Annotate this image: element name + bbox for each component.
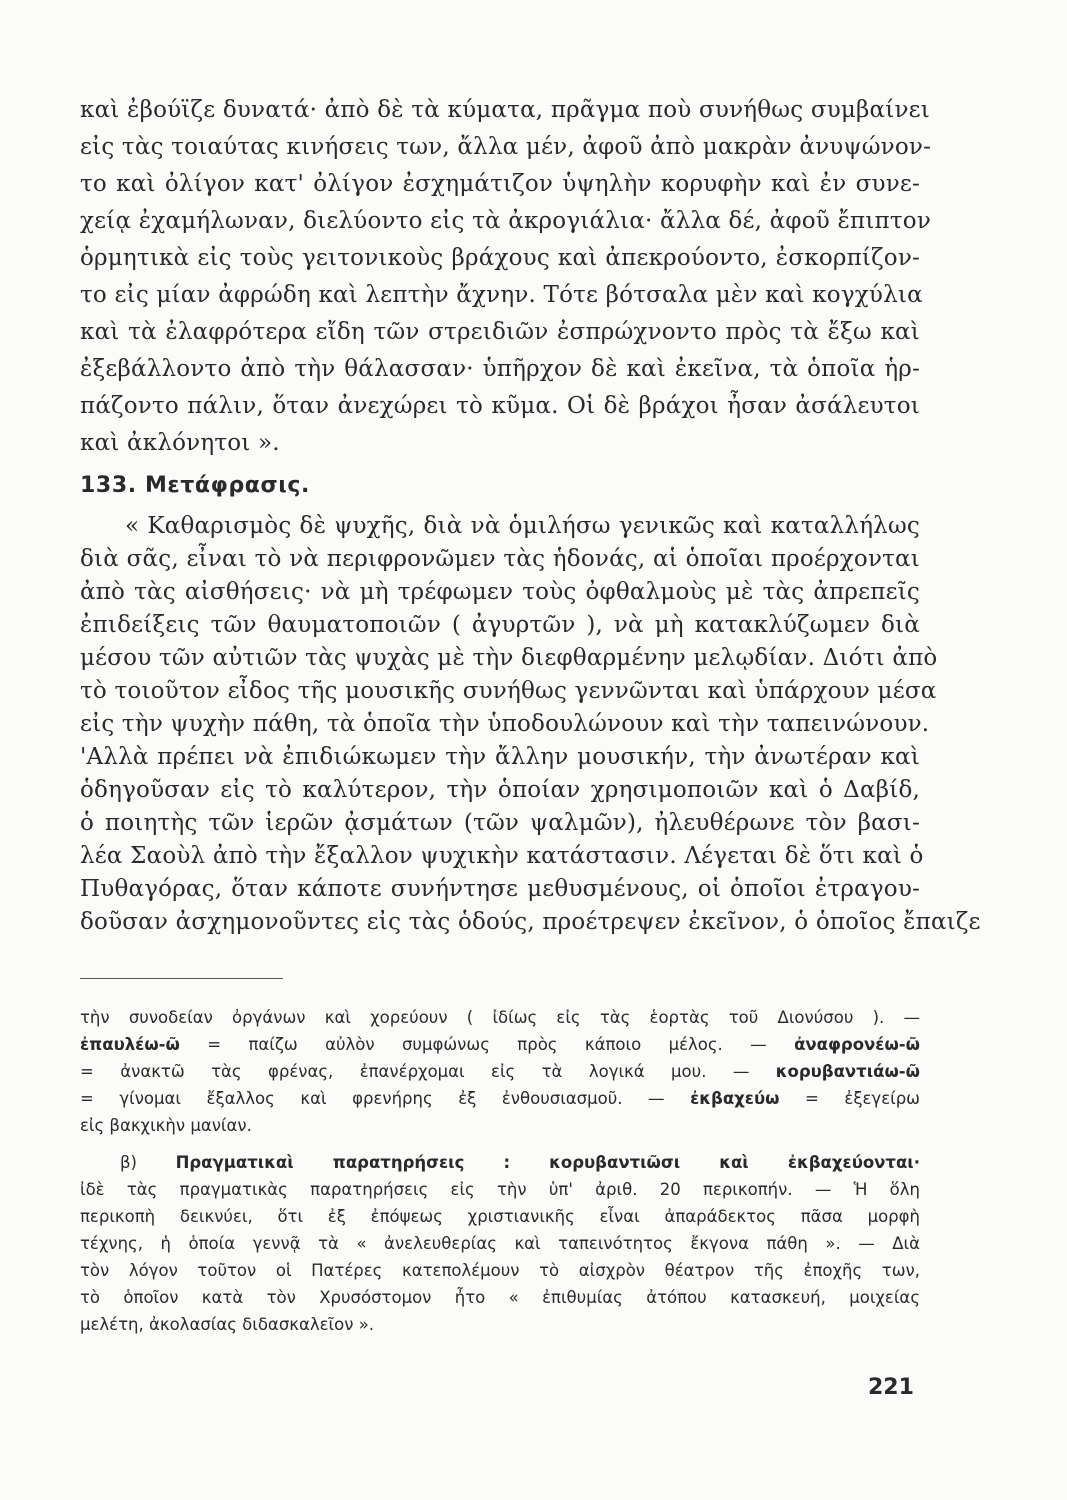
footnote-line: ἰδὲ τὰς πραγματικὰς παρατηρήσεις εἰς τὴν ὑπ' ἀριθ. 20 περικοπήν. — Ἡ ὅλη: [80, 1180, 920, 1199]
glossary-term: κορυβαντιάω-ῶ: [775, 1062, 920, 1081]
glossary-definition: = γίνομαι ἔξαλλος καὶ φρενήρης ἐξ ἐνθουσιασμοῦ. —: [80, 1089, 691, 1108]
text-line: ἐξεβάλλοντο ἀπὸ τὴν θάλασσαν· ὑπῆρχον δὲ καὶ ἐκεῖνα, τὰ ὁποῖα ἡρ-: [80, 356, 920, 382]
glossary-term: ἐκβαχεύω: [690, 1089, 780, 1108]
footnote-label: β): [120, 1153, 176, 1172]
text-line: Πυθαγόρας, ὅταν κάποτε συνήντησε μεθυσμένους, οἱ ὁποῖοι ἐτραγου-: [80, 876, 920, 902]
text-line: ὁ ποιητὴς τῶν ἱερῶν ᾀσμάτων (τῶν ψαλμῶν), ἠλευθέρωνε τὸν βασι-: [80, 810, 920, 836]
text-line: καὶ τὰ ἐλαφρότερα εἴδη τῶν στρειδιῶν ἐσπρώχνοντο πρὸς τὰ ἔξω καὶ: [80, 319, 920, 345]
text-line: ἀπὸ τὰς αἰσθήσεις· νὰ μὴ τρέφωμεν τοὺς ὀφθαλμοὺς μὲ τὰς ἀπρεπεῖς: [80, 579, 920, 605]
text-line: μέσου τῶν αὐτιῶν τὰς ψυχὰς μὲ τὴν διεφθαρμένην μελῳδίαν. Διότι ἀπὸ: [80, 645, 938, 671]
text-line: εἰς τὴν ψυχὴν πάθη, τὰ ὁποῖα τὴν ὑποδουλώνουν καὶ τὴν ταπεινώνουν.: [80, 711, 930, 737]
text-line: χείᾳ ἐχαμήλωναν, διελύοντο εἰς τὰ ἀκρογιάλια· ἄλλα δέ, ἀφοῦ ἔπιπτον: [80, 208, 932, 234]
footnote-divider: [80, 978, 283, 979]
footnote-line: τὴν συνοδείαν ὀργάνων καὶ χορεύουν ( ἰδίως εἰς τὰς ἑορτὰς τοῦ Διονύσου ). —: [80, 1008, 920, 1027]
footnote-line: μελέτη, ἀκολασίας διδασκαλεῖον ».: [80, 1315, 375, 1334]
text-line: καὶ ἀκλόνητοι ».: [80, 430, 280, 456]
footnote-line: τὸ ὁποῖον κατὰ τὸν Χρυσόστομον ἦτο « ἐπιθυμίας ἀτόπου κατασκευή, μοιχείας: [80, 1288, 920, 1307]
text-line: δοῦσαν ἀσχημονοῦντες εἰς τὰς ὁδούς, προέτρεψεν ἐκεῖνον, ὁ ὁποῖος ἔπαιζε: [80, 909, 981, 935]
text-line: διὰ σᾶς, εἶναι τὸ νὰ περιφρονῶμεν τὰς ἡδονάς, αἱ ὁποῖαι προέρχονται: [80, 546, 920, 572]
text-line: ἐπιδείξεις τῶν θαυματοποιῶν ( ἀγυρτῶν ), νὰ μὴ κατακλύζωμεν διὰ: [80, 612, 920, 638]
page-number: 221: [868, 1375, 914, 1400]
text-line: 'Αλλὰ πρέπει νὰ ἐπιδιώκωμεν τὴν ἄλλην μουσικήν, τὴν ἀνωτέραν καὶ: [80, 744, 920, 770]
section-heading: 133. Μετάφρασις.: [80, 473, 311, 498]
footnote-line: [80, 1088, 920, 1110]
footnote-line: τὸν λόγον τοῦτον οἱ Πατέρες κατεπολέμουν τὸ αἰσχρὸν θέατρον τῆς ἐποχῆς των,: [80, 1261, 920, 1280]
text-line: ὁδηγοῦσαν εἰς τὸ καλύτερον, τὴν ὁποίαν χρησιμοποιῶν καὶ ὁ Δαβίδ,: [80, 777, 920, 803]
text-line: το καὶ ὀλίγον κατ' ὀλίγον ἐσχημάτιζον ὑψηλὴν κορυφὴν καὶ ἐν συνε-: [80, 171, 920, 197]
text-line: « Καθαρισμὸς δὲ ψυχῆς, διὰ νὰ ὁμιλήσω γενικῶς καὶ καταλλήλως: [125, 513, 920, 539]
footnote-line: [80, 1034, 920, 1056]
footnote-line: τέχνης, ἡ ὁποία γεννᾷ τὰ « ἀνελευθερίας καὶ ταπεινότητος ἔκγονα πάθη ». — Διὰ: [80, 1234, 920, 1253]
glossary-definition: = ἀνακτῶ τὰς φρένας, ἐπανέρχομαι εἰς τὰ λογικά μου. —: [80, 1062, 776, 1081]
footnote-subheading: Πραγματικαὶ παρατηρήσεις : κορυβαντιῶσι καὶ ἐκβαχεύονται·: [175, 1153, 920, 1172]
glossary-term: ἐπαυλέω-ῶ: [80, 1035, 180, 1054]
text-line: καὶ ἐβούϊζε δυνατά· ἀπὸ δὲ τὰ κύματα, πρᾶγμα ποὺ συνήθως συμβαίνει: [80, 97, 931, 123]
glossary-definition: = ἐξεγείρω: [779, 1089, 920, 1108]
glossary-definition: = παίζω αὐλὸν συμφώνως πρὸς κάποιο μέλος. —: [179, 1035, 795, 1054]
text-line: ὁρμητικὰ εἰς τοὺς γειτονικοὺς βράχους καὶ ἀπεκρούοντο, ἐσκορπίζον-: [80, 245, 920, 271]
text-line: τὸ τοιοῦτον εἶδος τῆς μουσικῆς συνήθως γεννῶνται καὶ ὑπάρχουν μέσα: [80, 678, 937, 704]
text-line: εἰς τὰς τοιαύτας κινήσεις των, ἄλλα μέν, ἀφοῦ ἀπὸ μακρὰν ἀνυψώνον-: [80, 134, 932, 160]
footnote-line: εἰς βακχικὴν μανίαν.: [80, 1116, 252, 1135]
footnote-line: [80, 1061, 920, 1083]
text-line: λέα Σαοὺλ ἀπὸ τὴν ἔξαλλον ψυχικὴν κατάστασιν. Λέγεται δὲ ὅτι καὶ ὁ: [80, 843, 924, 869]
glossary-term: ἀναφρονέω-ῶ: [794, 1035, 920, 1054]
text-line: πάζοντο πάλιν, ὅταν ἀνεχώρει τὸ κῦμα. Οἱ δὲ βράχοι ἦσαν ἀσάλευτοι: [80, 393, 920, 419]
footnote-line: περικοπὴ δεικνύει, ὅτι ἐξ ἐπόψεως χριστιανικῆς εἶναι ἀπαράδεκτος πᾶσα μορφὴ: [80, 1207, 920, 1226]
footnote-line: [120, 1152, 920, 1174]
text-line: το εἰς μίαν ἀφρώδη καὶ λεπτὴν ἄχνην. Τότε βότσαλα μὲν καὶ κογχύλια: [80, 282, 923, 308]
